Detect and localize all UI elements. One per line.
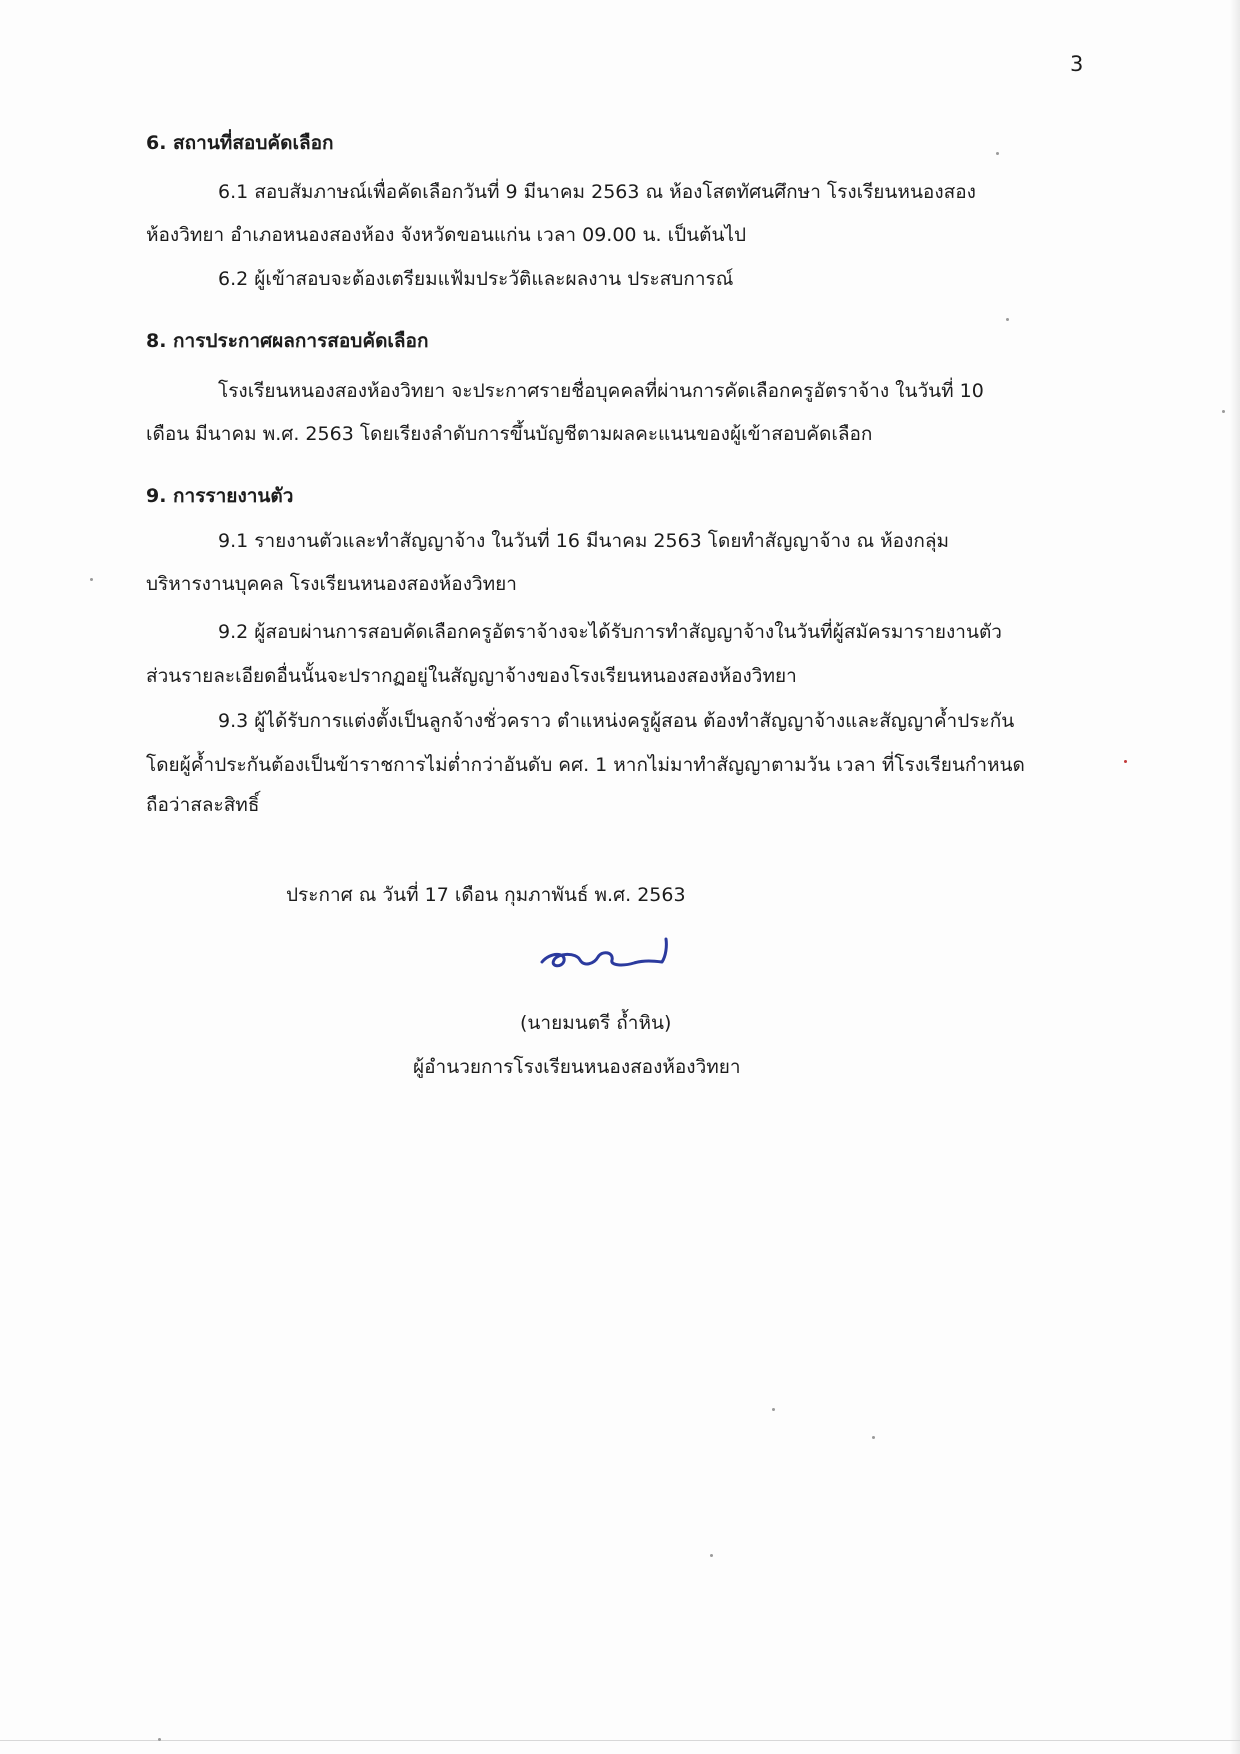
signer-name: (นายมนตรี ถ้ำหิน)	[520, 1012, 672, 1034]
page-edge-shadow	[1230, 0, 1240, 1754]
section-9-line-6: โดยผู้ค้ำประกันต้องเป็นข้าราชการไม่ต่ำกว่าอันดับ คศ. 1 หากไม่มาทำสัญญาตามวัน เวลา ที่โรงเรียนกำหนด	[146, 754, 1025, 776]
scan-speck	[872, 1436, 875, 1439]
page-number: 3	[1070, 52, 1084, 76]
section-9-line-4: ส่วนรายละเอียดอื่นนั้นจะปรากฏอยู่ในสัญญาจ้างของโรงเรียนหนองสองห้องวิทยา	[146, 665, 797, 687]
section-6-heading: 6. สถานที่สอบคัดเลือก	[146, 132, 334, 154]
section-9-heading: 9. การรายงานตัว	[146, 485, 294, 507]
section-8-line-1: โรงเรียนหนองสองห้องวิทยา จะประกาศรายชื่อบุคคลที่ผ่านการคัดเลือกครูอัตราจ้าง ในวันที่ 10	[218, 380, 984, 402]
section-9-line-1: 9.1 รายงานตัวและทำสัญญาจ้าง ในวันที่ 16 มีนาคม 2563 โดยทำสัญญาจ้าง ณ ห้องกลุ่ม	[218, 530, 949, 552]
scan-speck	[1006, 318, 1009, 321]
section-8-heading: 8. การประกาศผลการสอบคัดเลือก	[146, 330, 429, 352]
scan-speck	[158, 1738, 161, 1741]
section-8-line-2: เดือน มีนาคม พ.ศ. 2563 โดยเรียงลำดับการขึ้นบัญชีตามผลคะแนนของผู้เข้าสอบคัดเลือก	[146, 423, 873, 445]
signer-position: ผู้อำนวยการโรงเรียนหนองสองห้องวิทยา	[413, 1056, 741, 1078]
announcement-date: ประกาศ ณ วันที่ 17 เดือน กุมภาพันธ์ พ.ศ. 2563	[286, 884, 686, 906]
section-6-line-1: 6.1 สอบสัมภาษณ์เพื่อคัดเลือกวันที่ 9 มีนาคม 2563 ณ ห้องโสตทัศนศึกษา โรงเรียนหนองสอง	[218, 181, 976, 203]
section-6-line-2: ห้องวิทยา อำเภอหนองสองห้อง จังหวัดขอนแก่น เวลา 09.00 น. เป็นต้นไป	[146, 224, 747, 246]
section-6-line-3: 6.2 ผู้เข้าสอบจะต้องเตรียมแฟ้มประวัติและผลงาน ประสบการณ์	[218, 268, 734, 290]
scan-speck	[996, 152, 999, 155]
scan-speck	[90, 578, 93, 581]
signature-mark	[536, 936, 670, 976]
scan-speck	[710, 1554, 713, 1557]
section-9-line-3: 9.2 ผู้สอบผ่านการสอบคัดเลือกครูอัตราจ้างจะได้รับการทำสัญญาจ้างในวันที่ผู้สมัครมารายงานตัว	[218, 621, 1002, 643]
section-9-line-2: บริหารงานบุคคล โรงเรียนหนองสองห้องวิทยา	[146, 573, 517, 595]
section-9-line-5: 9.3 ผู้ได้รับการแต่งตั้งเป็นลูกจ้างชั่วคราว ตำแหน่งครูผู้สอน ต้องทำสัญญาจ้างและสัญญาค้ำประกัน	[218, 710, 1015, 732]
section-9-line-7: ถือว่าสละสิทธิ์	[146, 794, 260, 816]
scan-speck	[1222, 410, 1225, 413]
page-bottom-edge	[0, 1740, 1240, 1741]
scan-speck	[1124, 760, 1127, 763]
scan-speck	[772, 1408, 775, 1411]
